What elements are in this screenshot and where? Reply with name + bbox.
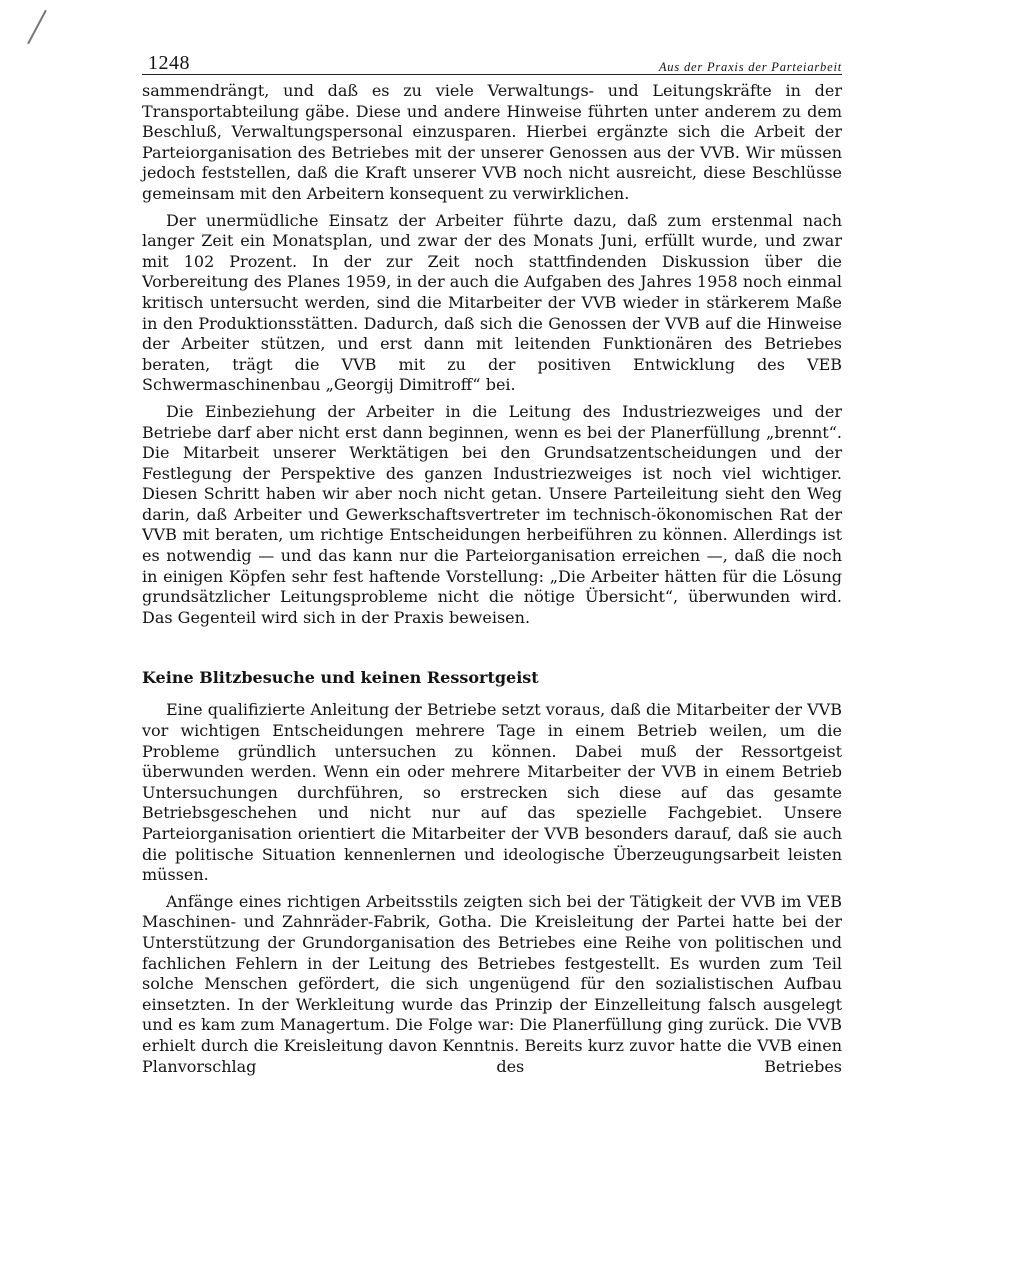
- section-heading: Keine Blitzbesuche und keinen Ressortgeist: [142, 668, 539, 688]
- paragraph: Eine qualifizierte Anleitung der Betriebe setzt voraus, daß die Mitarbeiter der VVB vor wichtigen Entscheidungen mehrere Tage in einem Betrieb weilen, um die Probleme gründlich untersuchen zu können. Dabei muß der Ressortgeist überwunden werden. Wenn ein oder mehrere Mitarbeiter der VVB in einem Betrieb Untersuchungen durchführen, so erstrecken sich diese auf das gesamte Betriebsgeschehen und nicht nur auf das spezielle Fachgebiet. Unsere Parteiorganisation orientiert die Mitarbeiter der VVB besonders darauf, daß sie auch die politische Situation kennenlernen und ideologische Überzeugungsarbeit leisten müssen.: [142, 700, 842, 885]
- running-header: [142, 40, 842, 75]
- paragraph: Der unermüdliche Einsatz der Arbeiter führte dazu, daß zum erstenmal nach langer Zeit ein Monatsplan, und zwar der des Monats Juni, erfüllt wurde, und zwar mit 102 Prozent. In der zur Zeit noch stattfindenden Diskussion über die Vorbereitung des Planes 1959, in der auch die Aufgaben des Jahres 1958 noch einmal kritisch untersucht werden, sind die Mitarbeiter der VVB wieder in stärkerem Maße in den Produktionsstätten. Dadurch, daß sich die Genossen der VVB auf die Hinweise der Arbeiter stützen, und erst dann mit leitenden Funktionären des Betriebes beraten, trägt die VVB mit zu der positiven Entwicklung des VEB Schwermaschinenbau „Georgij Dimitroff“ bei.: [142, 210, 842, 395]
- running-title: Aus der Praxis der Parteiarbeit: [658, 60, 842, 74]
- page-content: [142, 81, 842, 1077]
- paragraph-continued: sammendrängt, und daß es zu viele Verwaltungs- und Leitungskräfte in der Transportabteilung gäbe. Diese und andere Hinweise führten unter anderem zu dem Beschluß, Verwaltungspersonal einzusparen. Hierbei ergänzte sich die Arbeit der Parteiorganisation des Betriebes mit der unserer Genossen aus der VVB. Wir müssen jedoch feststellen, daß die Kraft unserer VVB noch nicht ausreicht, diese Beschlüsse gemeinsam mit den Arbeitern konsequent zu verwirklichen.: [142, 81, 842, 203]
- book-page: [142, 40, 842, 1250]
- page-number: 1248: [148, 52, 190, 74]
- margin-pencil-mark: [27, 10, 47, 44]
- paragraph: Anfänge eines richtigen Arbeitsstils zeigten sich bei der Tätigkeit der VVB im VEB Maschinen- und Zahnräder-Fabrik, Gotha. Die Kreisleitung der Partei hatte bei der Unterstützung der Grundorganisation des Betriebes eine Reihe von politischen und fachlichen Fehlern in der Leitung des Betriebes festgestellt. Es wurden zum Teil solche Menschen gefördert, die sich ungenügend für den sozialistischen Aufbau einsetzten. In der Werkleitung wurde das Prinzip der Einzelleitung falsch ausgelegt und es kam zum Managertum. Die Folge war: Die Planerfüllung ging zurück. Die VVB erhielt durch die Kreisleitung davon Kenntnis. Bereits kurz zuvor hatte die VVB einen Planvorschlag des Betriebes: [142, 891, 842, 1076]
- paragraph: Die Einbeziehung der Arbeiter in die Leitung des Industriezweiges und der Betriebe darf aber nicht erst dann beginnen, wenn es bei der Planerfüllung „brennt“. Die Mitarbeit unserer Werktätigen bei den Grundsatzentscheidungen und der Festlegung der Perspektive des ganzen Industriezweiges ist noch viel wichtiger. Diesen Schritt haben wir aber noch nicht getan. Unsere Parteileitung sieht den Weg darin, daß Arbeiter und Gewerkschaftsvertreter im technisch-ökonomischen Rat der VVB mit beraten, um richtige Entscheidungen herbeiführen zu können. Allerdings ist es notwendig — und das kann nur die Parteiorganisation erreichen —, daß die noch in einigen Köpfen sehr fest haftende Vorstellung: „Die Arbeiter hätten für die Lösung grundsätzlicher Leitungsprobleme nicht die nötige Übersicht“, überwunden wird. Das Gegenteil wird sich in der Praxis beweisen.: [142, 401, 842, 627]
